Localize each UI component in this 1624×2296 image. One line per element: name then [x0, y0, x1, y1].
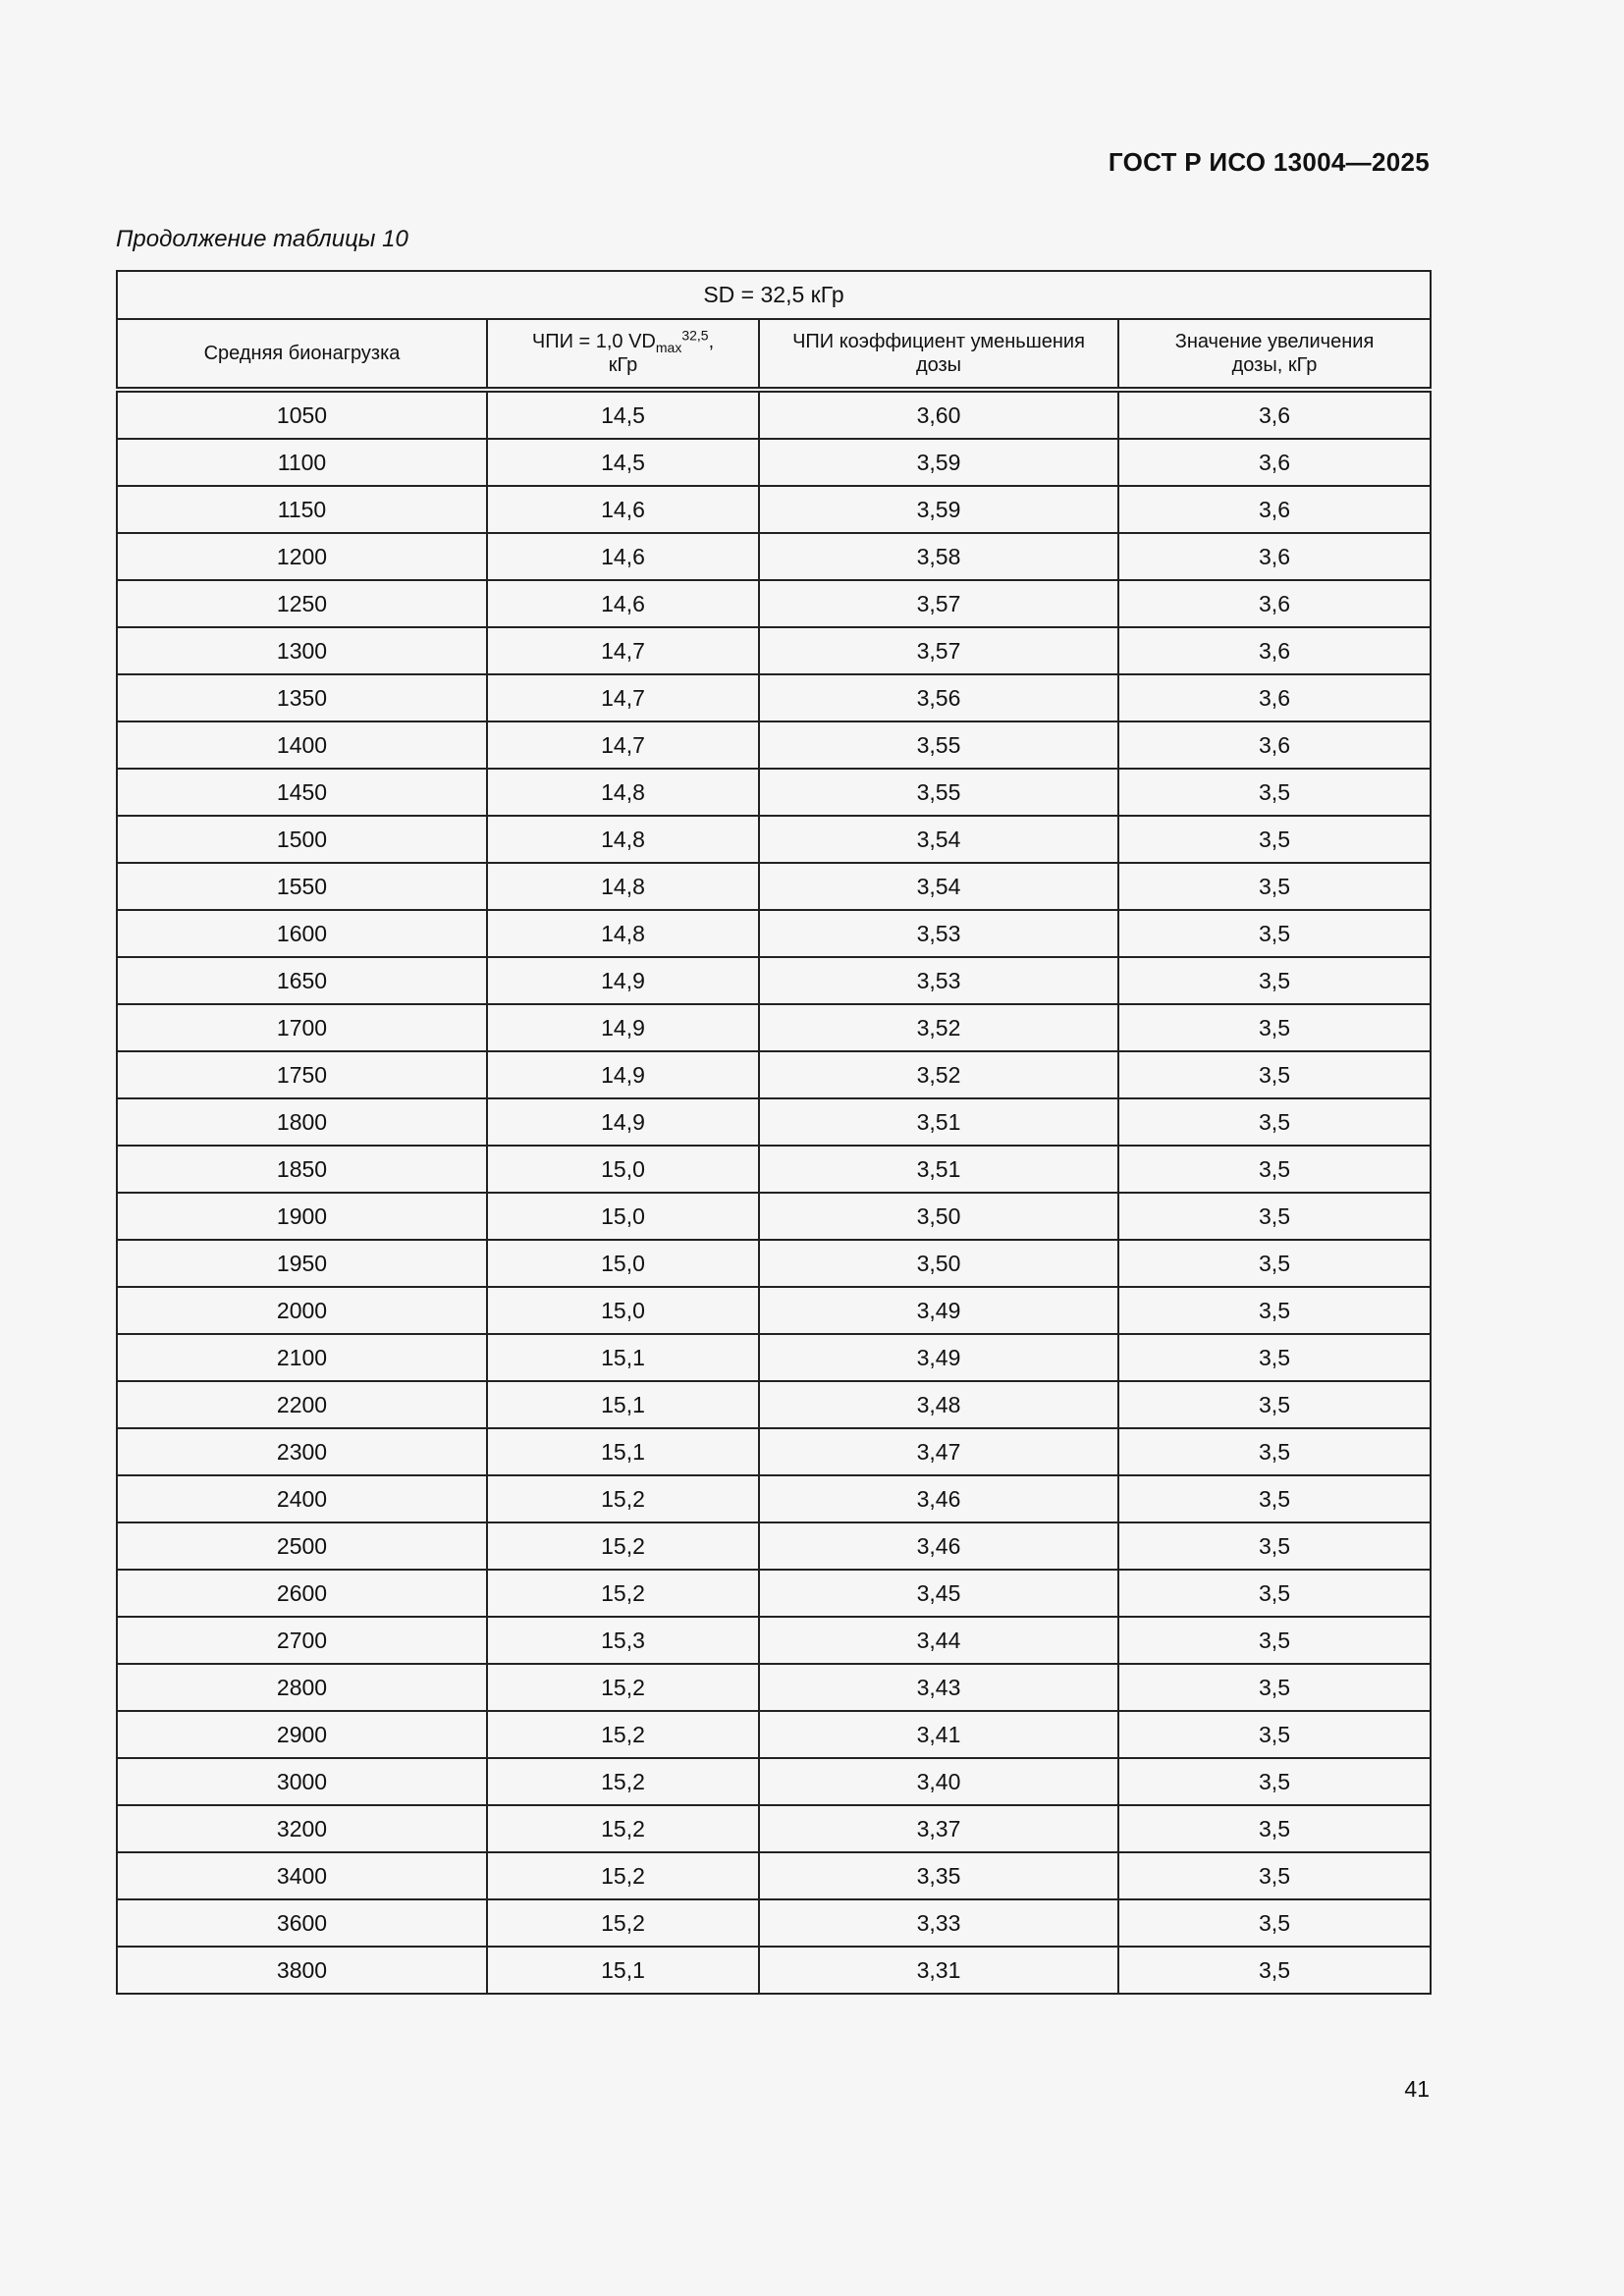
- cell-dose-increment: 3,5: [1118, 1805, 1431, 1852]
- cell-bioburden: 1150: [117, 486, 487, 533]
- cell-reduction-factor: 3,46: [759, 1475, 1118, 1522]
- cell-reduction-factor: 3,56: [759, 674, 1118, 721]
- cell-reduction-factor: 3,52: [759, 1004, 1118, 1051]
- cell-bioburden: 1550: [117, 863, 487, 910]
- cell-dose-increment: 3,5: [1118, 1570, 1431, 1617]
- table-row: [117, 674, 1431, 721]
- cell-vdmax: 15,2: [487, 1664, 759, 1711]
- table-row: [117, 1475, 1431, 1522]
- vdmax-sup: 32,5: [681, 327, 709, 344]
- cell-bioburden: 1850: [117, 1146, 487, 1193]
- cell-reduction-factor: 3,59: [759, 439, 1118, 486]
- cell-vdmax: 15,1: [487, 1381, 759, 1428]
- cell-bioburden: 3800: [117, 1947, 487, 1994]
- table-row: [117, 1334, 1431, 1381]
- cell-bioburden: 1400: [117, 721, 487, 769]
- cell-dose-increment: 3,5: [1118, 1004, 1431, 1051]
- cell-vdmax: 15,0: [487, 1146, 759, 1193]
- cell-bioburden: 3000: [117, 1758, 487, 1805]
- cell-reduction-factor: 3,41: [759, 1711, 1118, 1758]
- cell-bioburden: 1200: [117, 533, 487, 580]
- cell-reduction-factor: 3,47: [759, 1428, 1118, 1475]
- cell-reduction-factor: 3,35: [759, 1852, 1118, 1899]
- cell-bioburden: 1300: [117, 627, 487, 674]
- cell-reduction-factor: 3,55: [759, 721, 1118, 769]
- cell-bioburden: 2200: [117, 1381, 487, 1428]
- vdmax-unit: кГр: [608, 354, 638, 376]
- table-row: [117, 1852, 1431, 1899]
- cell-vdmax: 15,3: [487, 1617, 759, 1664]
- cell-reduction-factor: 3,45: [759, 1570, 1118, 1617]
- cell-vdmax: 14,6: [487, 580, 759, 627]
- cell-bioburden: 3600: [117, 1899, 487, 1947]
- table-row: [117, 1664, 1431, 1711]
- cell-vdmax: 15,1: [487, 1334, 759, 1381]
- table-row: [117, 1805, 1431, 1852]
- table-row: [117, 1758, 1431, 1805]
- cell-dose-increment: 3,6: [1118, 439, 1431, 486]
- cell-reduction-factor: 3,57: [759, 580, 1118, 627]
- cell-reduction-factor: 3,31: [759, 1947, 1118, 1994]
- reduction-factor-line2: дозы: [915, 354, 962, 376]
- cell-vdmax: 15,2: [487, 1475, 759, 1522]
- cell-dose-increment: 3,5: [1118, 910, 1431, 957]
- cell-vdmax: 14,7: [487, 627, 759, 674]
- cell-dose-increment: 3,6: [1118, 390, 1431, 439]
- cell-reduction-factor: 3,37: [759, 1805, 1118, 1852]
- cell-dose-increment: 3,6: [1118, 674, 1431, 721]
- vdmax-prefix: ЧПИ = 1,0 VD: [531, 331, 656, 352]
- cell-vdmax: 15,0: [487, 1240, 759, 1287]
- cell-dose-increment: 3,5: [1118, 1381, 1431, 1428]
- cell-reduction-factor: 3,55: [759, 769, 1118, 816]
- table-row: [117, 486, 1431, 533]
- table-row: [117, 1428, 1431, 1475]
- cell-bioburden: 1050: [117, 390, 487, 439]
- table-row: [117, 769, 1431, 816]
- cell-bioburden: 1100: [117, 439, 487, 486]
- cell-reduction-factor: 3,57: [759, 627, 1118, 674]
- cell-vdmax: 15,2: [487, 1899, 759, 1947]
- cell-vdmax: 15,2: [487, 1522, 759, 1570]
- cell-bioburden: 1500: [117, 816, 487, 863]
- column-header-reduction-factor: [759, 319, 1118, 390]
- cell-dose-increment: 3,5: [1118, 1711, 1431, 1758]
- dose-table: [116, 270, 1432, 1995]
- cell-dose-increment: 3,5: [1118, 1287, 1431, 1334]
- cell-dose-increment: 3,5: [1118, 1758, 1431, 1805]
- dose-table-container: [116, 270, 1430, 1995]
- cell-vdmax: 15,2: [487, 1852, 759, 1899]
- table-row: [117, 957, 1431, 1004]
- table-row: [117, 910, 1431, 957]
- table-row: [117, 1711, 1431, 1758]
- cell-bioburden: 2900: [117, 1711, 487, 1758]
- sd-row: [117, 271, 1431, 319]
- table-caption: Продолжение таблицы 10: [116, 226, 408, 252]
- cell-vdmax: 15,1: [487, 1428, 759, 1475]
- cell-reduction-factor: 3,49: [759, 1334, 1118, 1381]
- table-row: [117, 863, 1431, 910]
- cell-vdmax: 14,9: [487, 1004, 759, 1051]
- cell-bioburden: 3400: [117, 1852, 487, 1899]
- cell-reduction-factor: 3,54: [759, 816, 1118, 863]
- cell-dose-increment: 3,5: [1118, 1334, 1431, 1381]
- cell-vdmax: 14,6: [487, 486, 759, 533]
- document-standard-header: ГОСТ Р ИСО 13004—2025: [1108, 147, 1430, 177]
- cell-vdmax: 15,2: [487, 1805, 759, 1852]
- cell-vdmax: 14,8: [487, 816, 759, 863]
- table-row: [117, 1193, 1431, 1240]
- cell-bioburden: 2400: [117, 1475, 487, 1522]
- cell-reduction-factor: 3,46: [759, 1522, 1118, 1570]
- cell-reduction-factor: 3,43: [759, 1664, 1118, 1711]
- cell-dose-increment: 3,5: [1118, 1098, 1431, 1146]
- cell-vdmax: 14,7: [487, 674, 759, 721]
- cell-reduction-factor: 3,44: [759, 1617, 1118, 1664]
- cell-reduction-factor: 3,48: [759, 1381, 1118, 1428]
- cell-dose-increment: 3,6: [1118, 721, 1431, 769]
- cell-bioburden: 2300: [117, 1428, 487, 1475]
- reduction-factor-line1: ЧПИ коэффициент уменьшения: [792, 331, 1085, 352]
- table-row: [117, 1287, 1431, 1334]
- cell-reduction-factor: 3,40: [759, 1758, 1118, 1805]
- cell-vdmax: 14,5: [487, 439, 759, 486]
- table-body: [117, 390, 1431, 1994]
- cell-reduction-factor: 3,51: [759, 1146, 1118, 1193]
- table-row: [117, 1617, 1431, 1664]
- vdmax-suffix: ,: [708, 331, 715, 352]
- cell-bioburden: 1450: [117, 769, 487, 816]
- cell-bioburden: 1350: [117, 674, 487, 721]
- column-header-bioburden: [117, 319, 487, 390]
- column-header-row: [117, 319, 1431, 390]
- cell-vdmax: 15,0: [487, 1193, 759, 1240]
- cell-reduction-factor: 3,51: [759, 1098, 1118, 1146]
- table-row: [117, 439, 1431, 486]
- table-row: [117, 533, 1431, 580]
- cell-reduction-factor: 3,33: [759, 1899, 1118, 1947]
- cell-dose-increment: 3,5: [1118, 1617, 1431, 1664]
- cell-reduction-factor: 3,53: [759, 957, 1118, 1004]
- cell-dose-increment: 3,5: [1118, 1664, 1431, 1711]
- cell-bioburden: 1700: [117, 1004, 487, 1051]
- cell-bioburden: 2000: [117, 1287, 487, 1334]
- cell-bioburden: 1800: [117, 1098, 487, 1146]
- cell-reduction-factor: 3,53: [759, 910, 1118, 957]
- cell-bioburden: 2500: [117, 1522, 487, 1570]
- table-row: [117, 1947, 1431, 1994]
- table-row: [117, 1146, 1431, 1193]
- cell-reduction-factor: 3,50: [759, 1193, 1118, 1240]
- cell-dose-increment: 3,5: [1118, 1240, 1431, 1287]
- table-row: [117, 1240, 1431, 1287]
- cell-vdmax: 14,9: [487, 957, 759, 1004]
- cell-vdmax: 15,2: [487, 1570, 759, 1617]
- cell-vdmax: 15,2: [487, 1758, 759, 1805]
- cell-dose-increment: 3,5: [1118, 1146, 1431, 1193]
- cell-vdmax: 14,6: [487, 533, 759, 580]
- cell-vdmax: 14,9: [487, 1098, 759, 1146]
- sd-label: SD = 32,5 кГр: [117, 271, 1431, 319]
- cell-bioburden: 1750: [117, 1051, 487, 1098]
- table-row: [117, 1570, 1431, 1617]
- cell-dose-increment: 3,5: [1118, 1947, 1431, 1994]
- cell-dose-increment: 3,5: [1118, 1193, 1431, 1240]
- cell-vdmax: 14,5: [487, 390, 759, 439]
- table-row: [117, 580, 1431, 627]
- column-header-dose-increment: [1118, 319, 1431, 390]
- cell-dose-increment: 3,5: [1118, 816, 1431, 863]
- cell-dose-increment: 3,5: [1118, 1475, 1431, 1522]
- cell-bioburden: 2800: [117, 1664, 487, 1711]
- cell-bioburden: 3200: [117, 1805, 487, 1852]
- dose-increment-line1: Значение увеличения: [1174, 331, 1375, 352]
- table-row: [117, 1051, 1431, 1098]
- table-row: [117, 1899, 1431, 1947]
- table-row: [117, 1381, 1431, 1428]
- cell-bioburden: 1600: [117, 910, 487, 957]
- cell-dose-increment: 3,5: [1118, 1051, 1431, 1098]
- cell-bioburden: 1950: [117, 1240, 487, 1287]
- cell-bioburden: 1900: [117, 1193, 487, 1240]
- table-row: [117, 721, 1431, 769]
- cell-reduction-factor: 3,49: [759, 1287, 1118, 1334]
- table-row: [117, 1098, 1431, 1146]
- table-row: [117, 627, 1431, 674]
- cell-bioburden: 2600: [117, 1570, 487, 1617]
- table-row: [117, 1522, 1431, 1570]
- cell-reduction-factor: 3,58: [759, 533, 1118, 580]
- cell-vdmax: 14,7: [487, 721, 759, 769]
- cell-dose-increment: 3,5: [1118, 1522, 1431, 1570]
- cell-vdmax: 15,2: [487, 1711, 759, 1758]
- cell-dose-increment: 3,6: [1118, 580, 1431, 627]
- table-row: [117, 390, 1431, 439]
- cell-reduction-factor: 3,52: [759, 1051, 1118, 1098]
- cell-vdmax: 14,8: [487, 769, 759, 816]
- cell-dose-increment: 3,5: [1118, 769, 1431, 816]
- cell-dose-increment: 3,5: [1118, 863, 1431, 910]
- page-number: 41: [1404, 2076, 1430, 2102]
- cell-dose-increment: 3,5: [1118, 1899, 1431, 1947]
- cell-dose-increment: 3,6: [1118, 486, 1431, 533]
- cell-bioburden: 1250: [117, 580, 487, 627]
- cell-vdmax: 14,9: [487, 1051, 759, 1098]
- cell-dose-increment: 3,5: [1118, 1428, 1431, 1475]
- cell-dose-increment: 3,5: [1118, 957, 1431, 1004]
- column-header-bioburden-text: Средняя бионагрузка: [203, 343, 401, 364]
- dose-increment-line2: дозы, кГр: [1231, 354, 1318, 376]
- cell-vdmax: 15,1: [487, 1947, 759, 1994]
- cell-vdmax: 14,8: [487, 910, 759, 957]
- cell-bioburden: 1650: [117, 957, 487, 1004]
- cell-vdmax: 14,8: [487, 863, 759, 910]
- cell-reduction-factor: 3,59: [759, 486, 1118, 533]
- table-row: [117, 1004, 1431, 1051]
- cell-dose-increment: 3,5: [1118, 1852, 1431, 1899]
- cell-vdmax: 15,0: [487, 1287, 759, 1334]
- vdmax-sub: max: [655, 340, 682, 355]
- cell-bioburden: 2700: [117, 1617, 487, 1664]
- cell-dose-increment: 3,6: [1118, 533, 1431, 580]
- cell-reduction-factor: 3,54: [759, 863, 1118, 910]
- column-header-vdmax: [487, 319, 759, 390]
- cell-reduction-factor: 3,50: [759, 1240, 1118, 1287]
- table-row: [117, 816, 1431, 863]
- cell-bioburden: 2100: [117, 1334, 487, 1381]
- cell-dose-increment: 3,6: [1118, 627, 1431, 674]
- cell-reduction-factor: 3,60: [759, 390, 1118, 439]
